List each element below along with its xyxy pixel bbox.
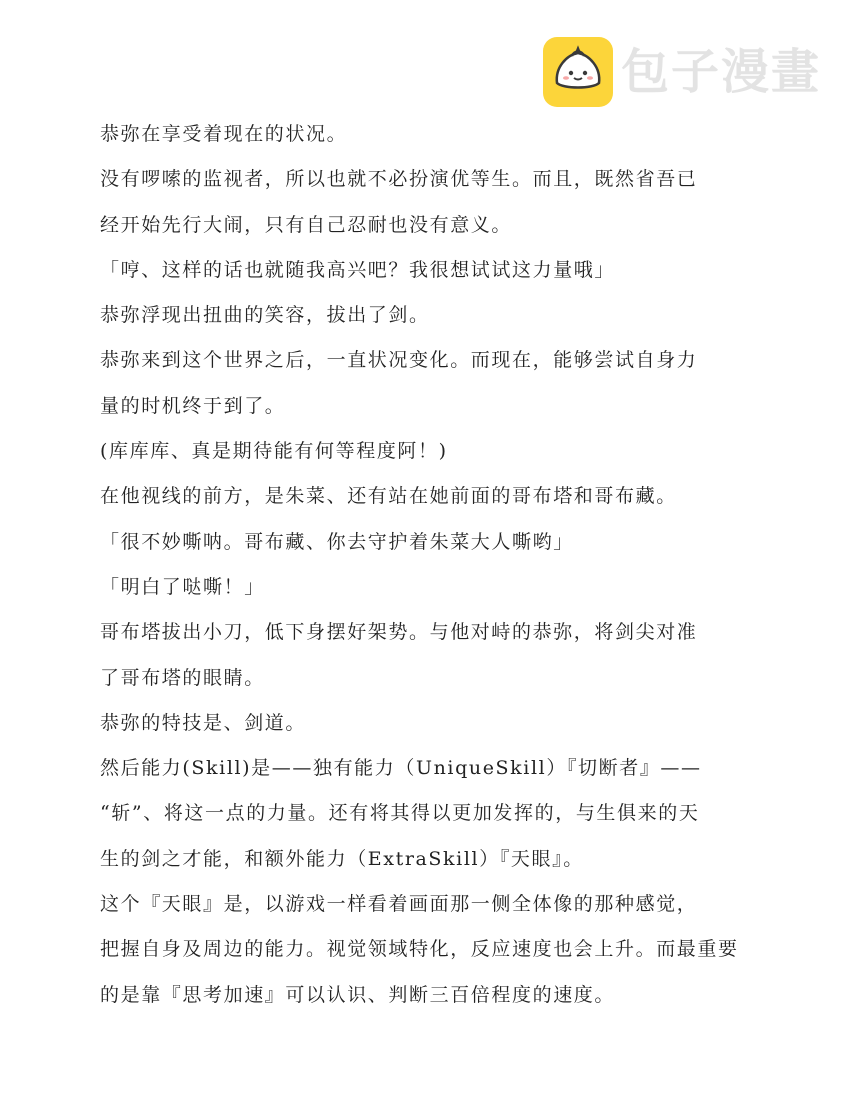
text-line: 在他视线的前方，是朱菜、还有站在她前面的哥布塔和哥布藏。: [100, 485, 677, 508]
text-line: 的是靠『思考加速』可以认识、判断三百倍程度的速度。: [100, 983, 616, 1006]
text-line: “斩”、将这一点的力量。还有将其得以更加发挥的，与生俱来的天: [100, 802, 700, 825]
text-line: 「哼、这样的话也就随我高兴吧？我很想试试这力量哦」: [100, 258, 616, 281]
text-line: 恭弥的特技是、剑道。: [100, 711, 307, 734]
text-line: 恭弥浮现出扭曲的笑容，拔出了剑。: [100, 304, 430, 327]
text-line: 「很不妙嘶呐。哥布藏、你去守护着朱菜大人嘶哟」: [100, 530, 574, 553]
text-line: 恭弥来到这个世界之后，一直状况变化。而现在，能够尝试自身力: [100, 349, 698, 372]
watermark-logo: [543, 36, 821, 108]
text-line: 这个『天眼』是，以游戏一样看着画面那一侧全体像的那种感觉，: [100, 893, 698, 916]
text-line: 「明白了哒嘶！」: [100, 575, 265, 598]
watermark-text: 包子漫畫: [621, 44, 822, 100]
text-line: 生的剑之才能，和额外能力（ExtraSkill）『天眼』。: [100, 847, 584, 870]
text-line: (库库库、真是期待能有何等程度阿！): [100, 440, 448, 463]
text-line: 恭弥在享受着现在的状况。: [100, 123, 348, 145]
text-line: 把握自身及周边的能力。视觉领域特化，反应速度也会上升。而最重要: [100, 938, 739, 961]
text-line: 没有啰嗦的监视者，所以也就不必扮演优等生。而且，既然省吾已: [100, 168, 698, 191]
text-line: 哥布塔拔出小刀，低下身摆好架势。与他对峙的恭弥，将剑尖对准: [100, 621, 698, 644]
text-line: 经开始先行大闹，只有自己忍耐也没有意义。: [100, 213, 513, 236]
text-line: 了哥布塔的眼睛。: [100, 666, 265, 689]
document-body: [100, 112, 760, 1018]
text-line: 然后能力(Skill)是——独有能力（UniqueSkill）『切断者』——: [100, 757, 702, 780]
bun-mascot-icon: [543, 37, 613, 107]
text-line: 量的时机终于到了。: [100, 394, 286, 417]
